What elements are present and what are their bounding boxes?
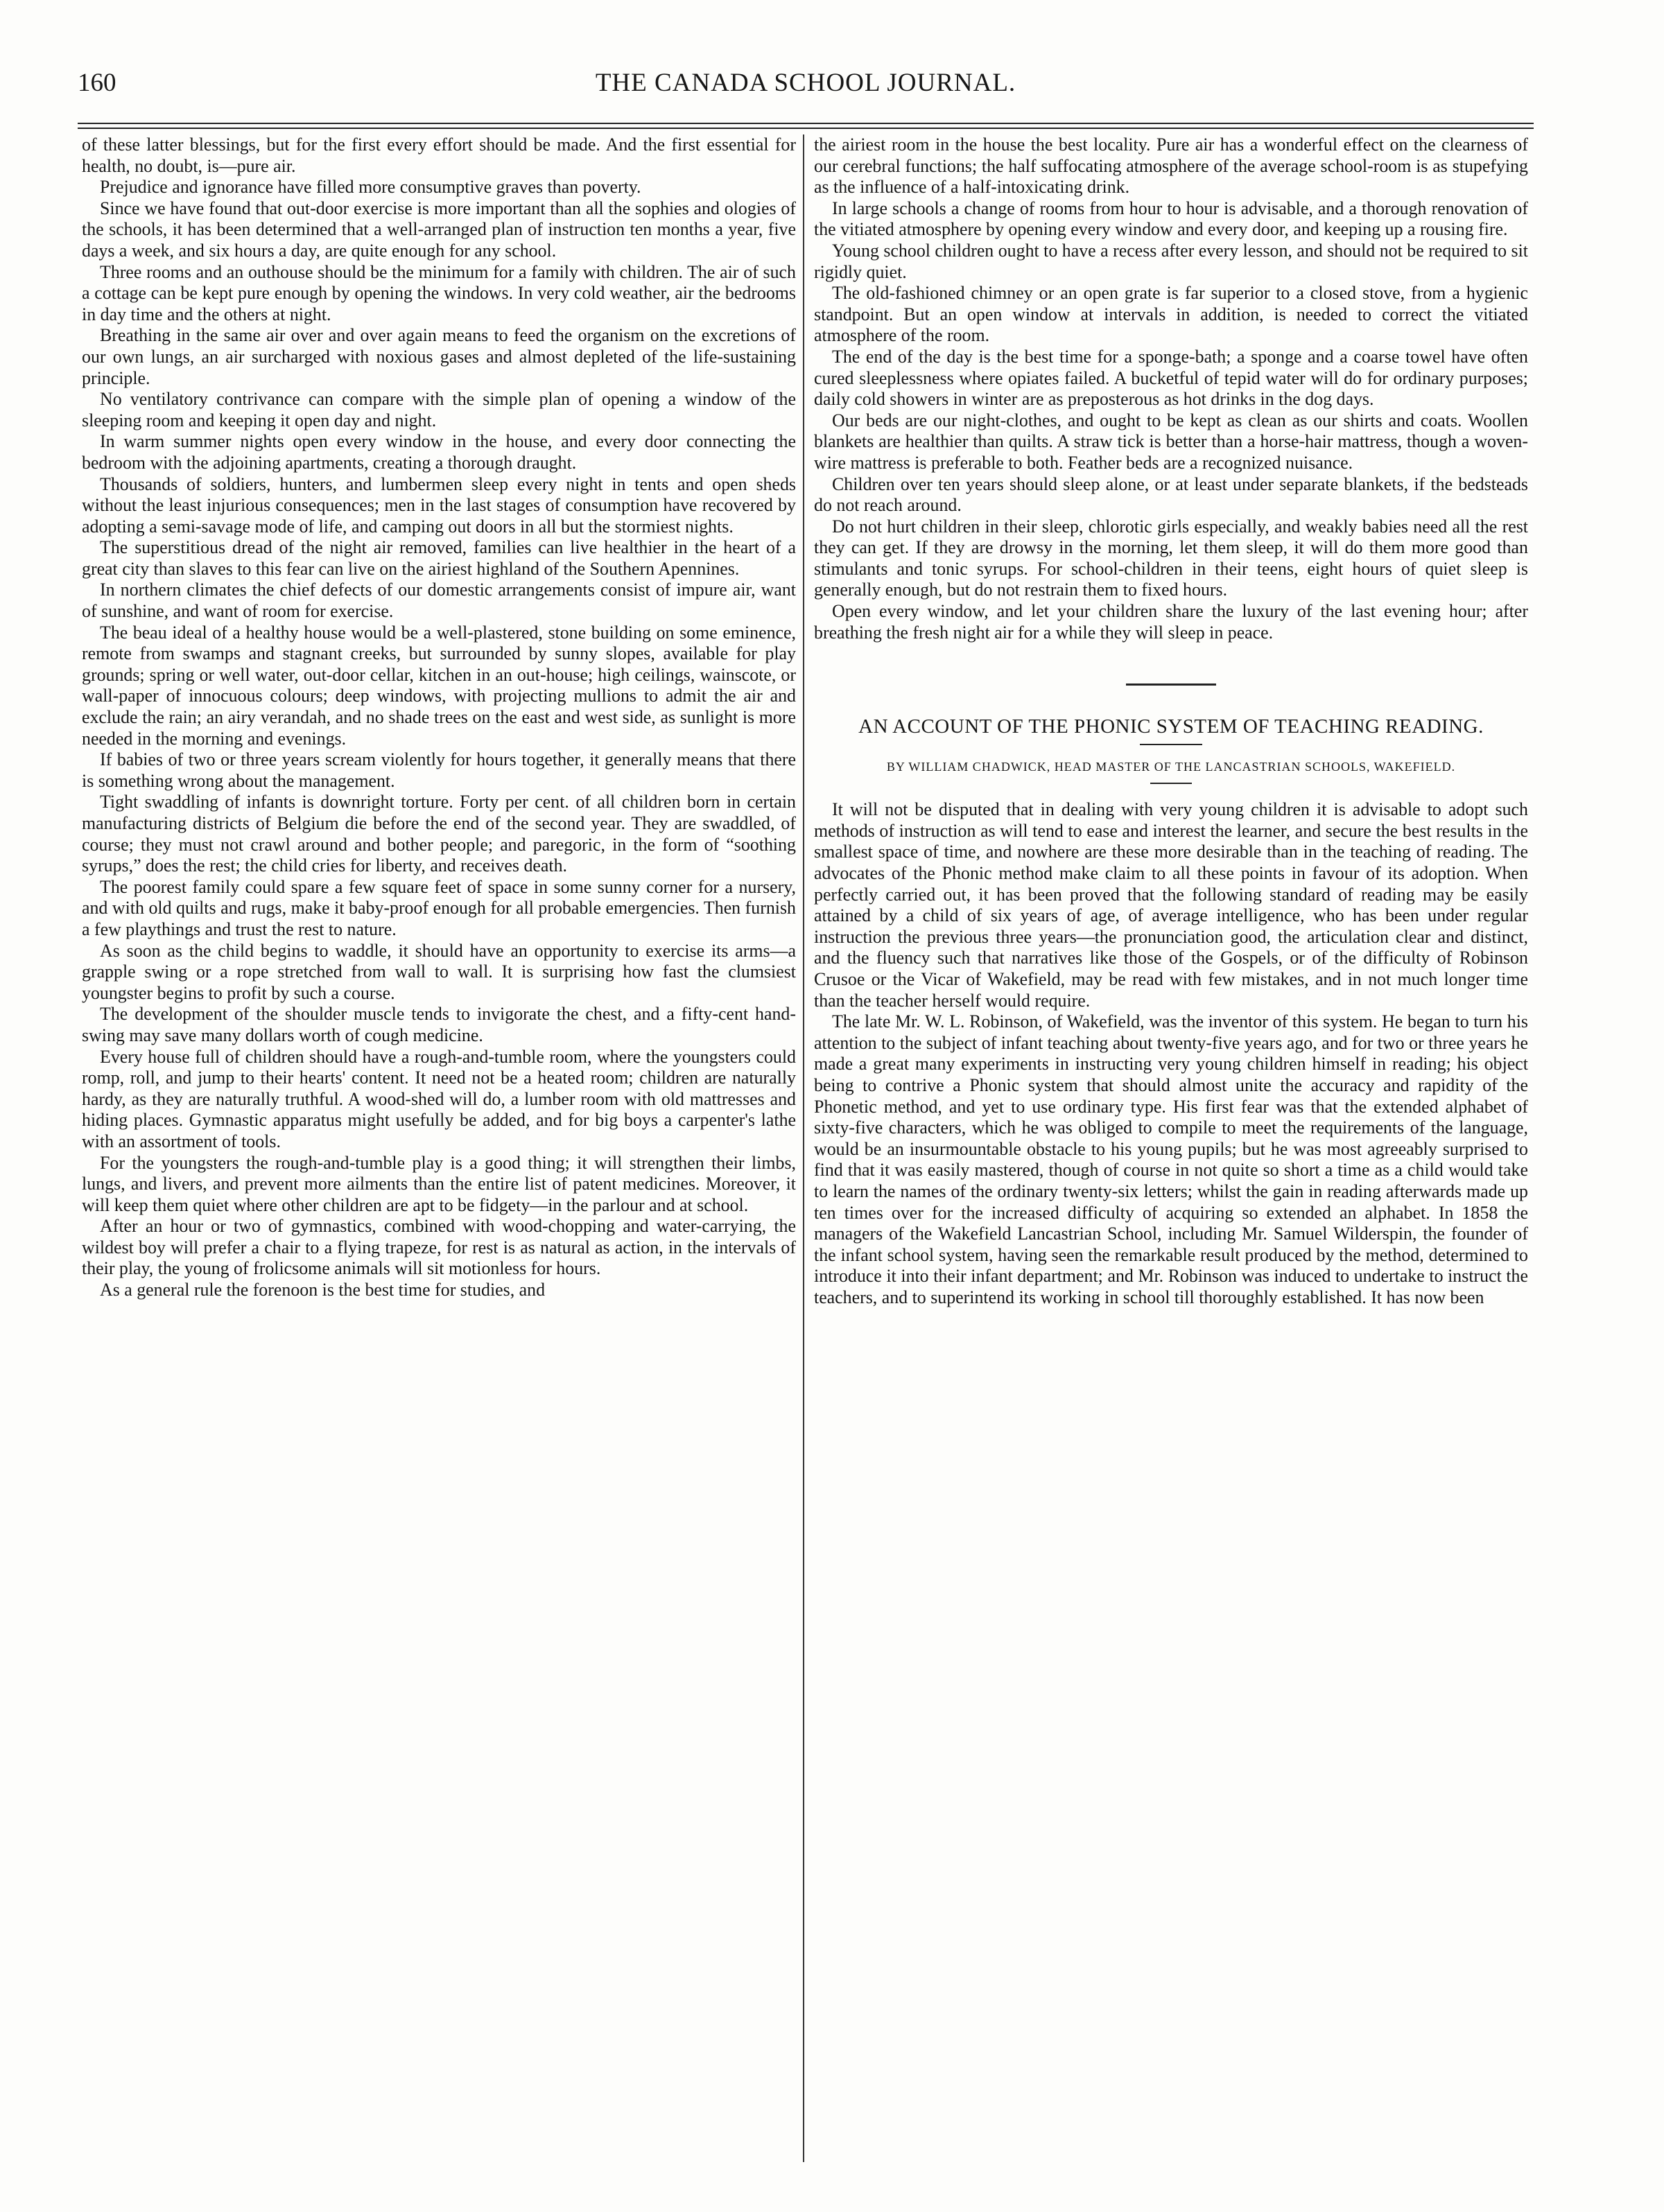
- paragraph: Children over ten years should sleep alone, or at least under separate blankets, if the bedsteads do not reach around.: [814, 473, 1528, 516]
- paragraph: Breathing in the same air over and over again means to feed the organism on the excretions of our own lungs, an air surcharged with noxious gases and almost depleted of the life-sustaining principle.: [82, 325, 796, 388]
- article-title: AN ACCOUNT OF THE PHONIC SYSTEM OF TEACHING READING.: [858, 715, 1484, 738]
- paragraph: Every house full of children should have a rough-and-tumble room, where the youngsters could romp, roll, and jump to their hearts' content. It need not be a heated room; children are naturally hardy, as they are naturally truthful. A wood-shed will do, a lumber room with old mattresses and hiding places. Gymnastic apparatus might usefully be added, and for big boys a carpenter's lathe with an assortment of tools.: [82, 1046, 796, 1151]
- page-number: 160: [78, 69, 116, 97]
- paragraph: Thousands of soldiers, hunters, and lumbermen sleep every night in tents and open sheds without the least injurious consequences; men in the last stages of consumption have recovered by adopting a semi-savage mode of life, and camping out doors in all but the stormiest nights.: [82, 473, 796, 537]
- paragraph: The poorest family could spare a few square feet of space in some sunny corner for a nursery, and with old quilts and rugs, make it baby-proof enough for all probable emergencies. Then furnish a few playthings and trust the rest to nature.: [82, 876, 796, 939]
- byline-rule: [1150, 783, 1192, 784]
- article-byline: BY WILLIAM CHADWICK, HEAD MASTER OF THE LANCASTRIAN SCHOOLS, WAKEFIELD.: [886, 760, 1456, 774]
- right-column: [814, 134, 1528, 2166]
- title-rule: [1140, 744, 1202, 745]
- paragraph: In large schools a change of rooms from hour to hour is advisable, and a thorough renovation of the vitiated atmosphere by opening every window and every door, and keeping up a rousing fire.: [814, 198, 1528, 240]
- left-column: [82, 134, 796, 2166]
- paragraph: Since we have found that out-door exercise is more important than all the sophies and ologies of the schools, it has been determined that a well-arranged plan of instruction ten months a year, five days a week, and six hours a day, are quite enough for any school.: [82, 198, 796, 261]
- article-paragraph: The late Mr. W. L. Robinson, of Wakefield, was the inventor of this system. He began to turn his attention to the subject of infant teaching about twenty-five years ago, and for two or three years he made a great many experiments in instructing very young children himself in reading; his object being to contrive a Phonic system that should almost unite the accuracy and rapidity of the Phonetic method, and yet to use ordinary type. His first fear was that the extended alphabet of sixty-five characters, which he was obliged to compile to meet the requirements of the language, would be an insurmountable obstacle to his young pupils; but he was most agreeably surprised to find that it was easily mastered, though of course in not quite so short a time as a child would take to learn the names of the ordinary twenty-six letters; whilst the gain in reading afterwards made up ten times over for the increased difficulty of acquiring so extended an alphabet. In 1858 the managers of the Wakefield Lancastrian School, including Mr. Samuel Wilderspin, the founder of the infant school system, having seen the remarkable result produced by the method, determined to introduce it into their infant department; and Mr. Robinson was induced to undertake to instruct the teachers, and to superintend its working in school till thoroughly established. It has now been: [814, 1011, 1528, 1307]
- paragraph: Prejudice and ignorance have filled more consumptive graves than poverty.: [100, 177, 641, 198]
- paragraph: The old-fashioned chimney or an open grate is far superior to a closed stove, from a hygienic standpoint. But an open window at intervals in addition, is needed to correct the vitiated atmosphere of the room.: [814, 283, 1528, 346]
- article-paragraph: It will not be disputed that in dealing with very young children it is advisable to adopt such methods of instruction as will tend to ease and interest the learner, and secure the best results in the smallest space of time, and nowhere are these more desirable than in the teaching of reading. The advocates of the Phonic method make claim to all these points in favour of its adoption. When perfectly carried out, it has been proved that the following standard of reading may be easily attained by a child of six years of age, of average intelligence, who has been under regular instruction the previous three years—the pronunciation good, the articulation clear and distinct, and the fluency such that narratives like those of the Gospels, or of the difficulty of Robinson Crusoe or the Vicar of Wakefield, may be read with few mistakes, and in not much longer time than the teacher herself would require.: [814, 799, 1528, 1011]
- paragraph: Young school children ought to have a recess after every lesson, and should not be required to sit rigidly quiet.: [814, 240, 1528, 282]
- paragraph: Open every window, and let your children share the luxury of the last evening hour; after breathing the fresh night air for a while they will sleep in peace.: [814, 601, 1528, 643]
- section-divider: [1126, 683, 1216, 686]
- header-rule-top: [78, 123, 1534, 124]
- paragraph: Do not hurt children in their sleep, chlorotic girls especially, and weakly babies need all the rest they can get. If they are drowsy in the morning, let them sleep, it will do them more good than stimulants and tonic syrups. For school-children in their teens, eight hours of quiet sleep is generally enough, but do not restrain them to fixed hours.: [814, 516, 1528, 600]
- paragraph: Three rooms and an outhouse should be the minimum for a family with children. The air of such a cottage can be kept pure enough by opening the windows. In very cold weather, air the bedrooms in day time and the others at night.: [82, 261, 796, 324]
- paragraph: As soon as the child begins to waddle, it should have an opportunity to exercise its arms—a grapple swing or a rope stretched from wall to wall. It is surprising how fast the clumsiest youngster begins to profit by such a course.: [82, 940, 796, 1003]
- paragraph: In warm summer nights open every window in the house, and every door connecting the bedroom with the adjoining apartments, creating a thorough draught.: [82, 431, 796, 473]
- journal-title: THE CANADA SCHOOL JOURNAL.: [595, 69, 1016, 97]
- column-divider: [803, 134, 804, 2162]
- running-header: [78, 68, 1534, 110]
- header-rule-bottom: [78, 128, 1534, 129]
- paragraph: No ventilatory contrivance can compare with the simple plan of opening a window of the sleeping room and keeping it open day and night.: [82, 389, 796, 430]
- paragraph: The beau ideal of a healthy house would be a well-plastered, stone building on some eminence, remote from swamps and stagnant creeks, but surrounded by sunny slopes, available for play grounds; spring or well water, out-door cellar, kitchen in an out-house; high ceilings, wainscote, or wall-paper of innocuous colours; deep windows, with projecting mullions to admit the air and exclude the rain; an airy verandah, and no shade trees on the east and west side, as sunlight is more needed in the morning and evenings.: [82, 622, 796, 749]
- paragraph: of these latter blessings, but for the first every effort should be made. And the first essential for health, no doubt, is—pure air.: [82, 134, 796, 176]
- paragraph: the airiest room in the house the best locality. Pure air has a wonderful effect on the clearness of our cerebral functions; the half suffocating atmosphere of the average school-room is as stupefying as the influence of a half-intoxicating drink.: [814, 134, 1528, 198]
- paragraph: Tight swaddling of infants is downright torture. Forty per cent. of all children born in certain manufacturing districts of Belgium die before the end of the second year. They are swaddled, of course; they must not crawl around and bother people; and paregoric, in the form of “soothing syrups,” does the rest; the child cries for liberty, and receives death.: [82, 792, 796, 876]
- paragraph: For the youngsters the rough-and-tumble play is a good thing; it will strengthen their limbs, lungs, and livers, and prevent more ailments than the entire list of patent medicines. Moreover, it will keep them quiet where other children are apt to be fidgety—in the parlour and at school.: [82, 1152, 796, 1215]
- paragraph: After an hour or two of gymnastics, combined with wood-chopping and water-carrying, the wildest boy will prefer a chair to a flying trapeze, for rest is as natural as action, in the intervals of their play, the young of frolicsome animals will sit motionless for hours.: [82, 1216, 796, 1279]
- paragraph: As a general rule the forenoon is the best time for studies, and: [100, 1280, 546, 1300]
- paragraph: The superstitious dread of the night air removed, families can live healthier in the heart of a great city than slaves to this fear can live on the airiest highland of the Southern Apennines.: [82, 537, 796, 579]
- paragraph: The end of the day is the best time for a sponge-bath; a sponge and a coarse towel have often cured sleeplessness where opiates failed. A bucketful of tepid water will do for ordinary purposes; daily cold showers in winter are as preposterous as hot drinks in the dog days.: [814, 346, 1528, 410]
- paragraph: In northern climates the chief defects of our domestic arrangements consist of impure air, want of sunshine, and want of room for exercise.: [82, 580, 796, 622]
- paragraph: Our beds are our night-clothes, and ought to be kept as clean as our shirts and coats. Woollen blankets are healthier than quilts. A straw tick is better than a horse-hair mattress, though a woven-wire mattress is preferable to both. Feather beds are a recognized nuisance.: [814, 410, 1528, 473]
- paragraph: If babies of two or three years scream violently for hours together, it generally means that there is something wrong about the management.: [82, 749, 796, 791]
- paragraph: The development of the shoulder muscle tends to invigorate the chest, and a fifty-cent hand-swing may save many dollars worth of cough medicine.: [82, 1004, 796, 1045]
